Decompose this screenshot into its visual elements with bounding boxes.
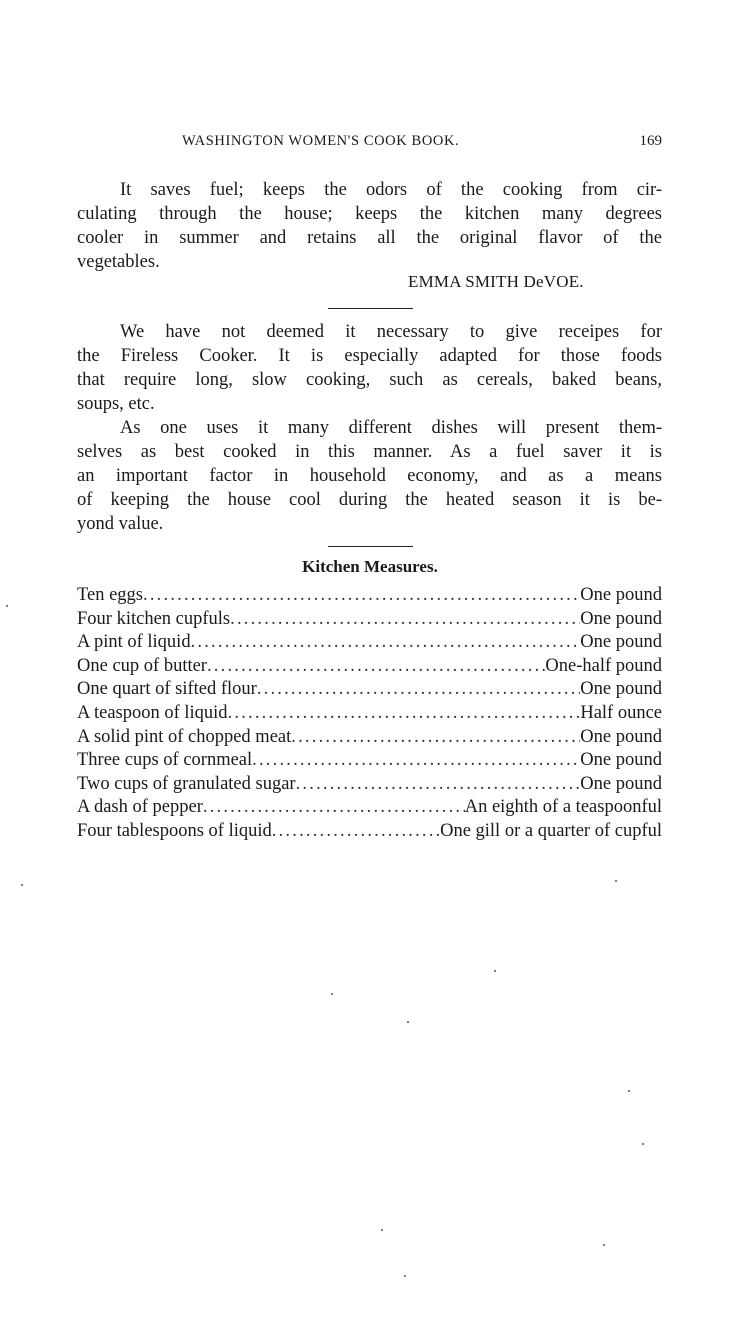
measure-value: Half ounce (580, 702, 662, 723)
divider-rule (328, 546, 413, 547)
dot-leader (230, 609, 580, 630)
measure-value: One-half pound (545, 655, 662, 676)
text-line: vegetables. (77, 252, 160, 272)
measure-item: Four tablespoons of liquid (77, 820, 272, 841)
measure-row (77, 727, 662, 751)
measure-item: A dash of pepper (77, 797, 203, 818)
measure-row (77, 797, 662, 821)
dot-leader (291, 727, 580, 748)
measure-row (77, 821, 662, 845)
scan-speck (381, 1229, 383, 1231)
text-line: that require long, slow cooking, such as cereals, baked beans, (77, 370, 662, 390)
text-line: soups, etc. (77, 394, 155, 414)
measure-row (77, 679, 662, 703)
dot-leader (296, 774, 581, 795)
text-line: the Fireless Cooker. It is especially adapted for those foods (77, 346, 662, 366)
measure-row (77, 609, 662, 633)
scan-speck (404, 1275, 406, 1277)
measure-item: A pint of liquid (77, 632, 191, 653)
measure-item: One cup of butter (77, 655, 207, 676)
measure-item: A solid pint of chopped meat (77, 726, 292, 747)
text-line: As one uses it many different dishes will present them- (120, 418, 662, 438)
measure-value: One pound (580, 726, 662, 747)
scan-speck (331, 993, 333, 995)
kitchen-measures-table (77, 585, 662, 845)
measure-row (77, 632, 662, 656)
measure-item: Four kitchen cupfuls (77, 608, 231, 629)
measure-value: One pound (580, 608, 662, 629)
dot-leader (252, 750, 580, 771)
dot-leader (228, 703, 581, 724)
measure-value: One pound (580, 632, 662, 653)
paragraph-dishes (77, 416, 662, 536)
measure-value: One pound (580, 750, 662, 771)
text-line: an important factor in household economy, and as a means (77, 466, 662, 486)
text-line: culating through the house; keeps the kitchen many degrees (77, 204, 662, 224)
text-line: of keeping the house cool during the heated season it is be- (77, 490, 662, 510)
running-header (76, 133, 662, 155)
paragraph-fuel (77, 178, 662, 274)
paragraph-fireless-cooker (77, 320, 662, 416)
dot-leader (203, 797, 465, 818)
measure-item: Ten eggs (77, 585, 144, 605)
measure-item: Three cups of cornmeal (77, 750, 253, 771)
measure-value: One gill or a quarter of cupful (440, 820, 662, 841)
text-line: cooler in summer and retains all the original flavor of the (77, 228, 662, 248)
measure-item: A teaspoon of liquid (77, 702, 228, 723)
scan-speck (407, 1021, 409, 1023)
measure-value: One pound (580, 679, 662, 700)
scan-speck (21, 884, 23, 886)
scan-speck (642, 1143, 644, 1145)
dot-leader (207, 656, 545, 677)
measure-row (77, 656, 662, 680)
dot-leader (143, 585, 580, 606)
measure-value: An eighth of a teaspoonful (464, 797, 662, 818)
measure-item: Two cups of granulated sugar (77, 773, 296, 794)
text-line: It saves fuel; keeps the odors of the cooking from cir- (120, 180, 662, 200)
scan-speck (6, 605, 8, 607)
scan-speck (628, 1090, 630, 1092)
dot-leader (191, 632, 581, 653)
measure-row (77, 703, 662, 727)
signature: EMMA SMITH DeVOE. (408, 272, 584, 291)
measure-item: One quart of sifted flour (77, 679, 257, 700)
section-heading: Kitchen Measures. (302, 557, 438, 576)
scan-speck (615, 880, 617, 882)
text-line: yond value. (77, 514, 164, 534)
scan-speck (494, 970, 496, 972)
text-line: We have not deemed it necessary to give receipes for (120, 322, 662, 342)
running-title: WASHINGTON WOMEN'S COOK BOOK. (182, 133, 460, 149)
measure-row (77, 585, 662, 609)
scan-speck (603, 1244, 605, 1246)
measure-value: One pound (580, 585, 662, 605)
dot-leader (272, 821, 440, 842)
measure-value: One pound (580, 773, 662, 794)
page-number: 169 (639, 133, 662, 149)
measure-row (77, 750, 662, 774)
divider-rule (328, 308, 413, 309)
measure-row (77, 774, 662, 798)
dot-leader (257, 679, 580, 700)
text-line: selves as best cooked in this manner. As a fuel saver it is (77, 442, 662, 462)
